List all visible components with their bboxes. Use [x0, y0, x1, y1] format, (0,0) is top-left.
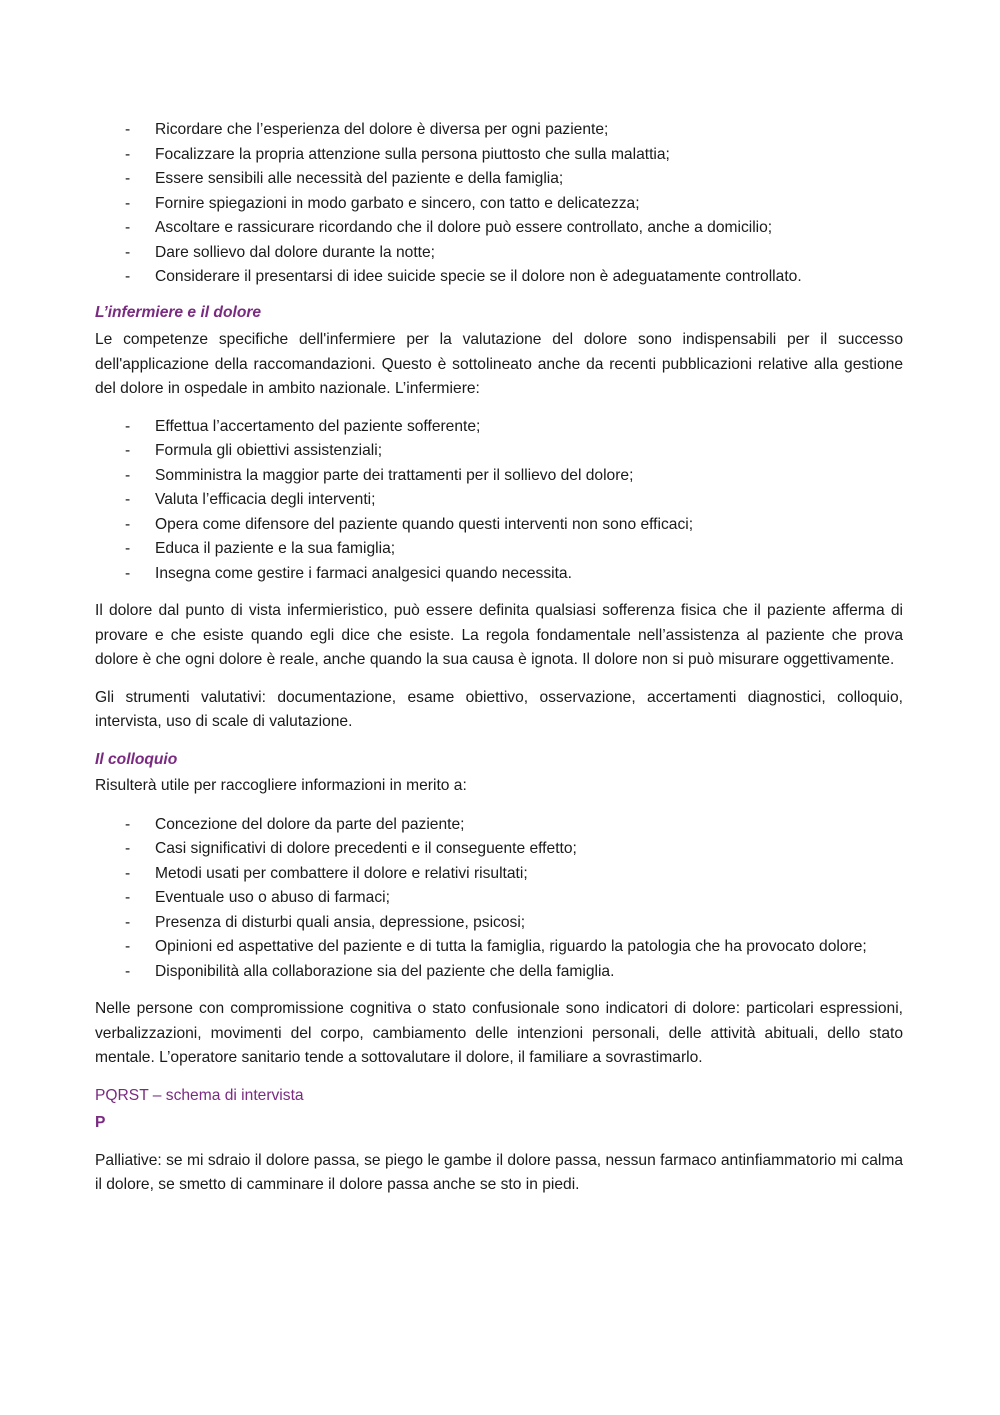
body-paragraph: Nelle persone con compromissione cognitiva o stato confusionale sono indicatori di dolore: particolari espressioni, verbalizzazioni, movimenti del corpo, cambiamento delle intenzioni personali, delle attività abituali, dello stato mentale. L’operatore sanitario tende a sottovalutare il dolore, il familiare a sovrastimarlo. [95, 1000, 903, 1066]
list-item: - Disponibilità alla collaborazione sia del paziente che della famiglia. [95, 960, 903, 985]
list-dash: - [125, 913, 131, 931]
list-dash: - [125, 815, 131, 833]
list-dash: - [125, 442, 131, 459]
list-item: - Effettua l’accertamento del paziente sofferente; [95, 415, 903, 440]
list-dash: - [125, 466, 131, 484]
list-dash: - [125, 243, 131, 261]
list-item: - Casi significativi di dolore precedenti e il conseguente effetto; [95, 837, 903, 862]
list-item: - Somministra la maggior parte dei trattamenti per il sollievo del dolore; [95, 464, 903, 489]
list-item: - Considerare il presentarsi di idee suicide specie se il dolore non è adeguatamente controllato. [95, 265, 903, 290]
list-item: - Eventuale uso o abuso di farmaci; [95, 886, 903, 911]
list-item: - Fornire spiegazioni in modo garbato e sincero, con tatto e delicatezza; [95, 192, 903, 217]
section-heading-infermiere: L’infermiere e il dolore [95, 303, 262, 321]
list-dash: - [125, 194, 131, 212]
list-dash: - [125, 170, 131, 187]
body-paragraph: Il dolore dal punto di vista infermieristico, può essere definita qualsiasi sofferenza fisica che il paziente afferma di provare e che esiste quando egli dice che esiste. La regola fondamentale nell’assistenza al paziente che prova dolore è che ogni dolore è reale, anche quando la sua causa è ignota. Il dolore non si può misurare oggettivamente. [95, 602, 903, 668]
list-item: - Ascoltare e rassicurare ricordando che il dolore può essere controllato, anche a domicilio; [95, 216, 903, 241]
list-item: - Concezione del dolore da parte del paziente; [95, 813, 903, 838]
list-item: - Valuta l’efficacia degli interventi; [95, 488, 903, 513]
list-dash: - [125, 219, 131, 236]
list-dash: - [125, 938, 131, 955]
list-dash: - [125, 564, 131, 582]
list-item: - Opera come difensore del paziente quando questi interventi non sono efficaci; [95, 513, 903, 538]
interview-topics-list [95, 813, 903, 985]
list-dash: - [125, 121, 131, 138]
document-page [95, 118, 903, 1198]
nurse-tasks-list [95, 415, 903, 587]
list-dash: - [125, 962, 131, 980]
list-item: - Opinioni ed aspettative del paziente e di tutta la famiglia, riguardo la patologia che ha provocato dolore; [95, 935, 903, 960]
list-dash: - [125, 889, 131, 906]
body-paragraph: Palliative: se mi sdraio il dolore passa, se piego le gambe il dolore passa, nessun farmaco antinfiammatorio mi calma il dolore, se smetto di camminare il dolore passa anche se sto in piedi. [95, 1151, 903, 1193]
list-dash: - [125, 417, 131, 435]
body-paragraph: Gli strumenti valutativi: documentazione, esame obiettivo, osservazione, accertamenti diagnostici, colloquio, intervista, uso di scale di valutazione. [95, 688, 903, 730]
section-heading-colloquio: Il colloquio [95, 750, 178, 768]
care-guidelines-list [95, 118, 903, 290]
list-dash: - [125, 491, 131, 508]
list-dash: - [125, 864, 131, 882]
section-heading-pqrst: PQRST – schema di intervista [95, 1086, 304, 1104]
list-item: - Presenza di disturbi quali ansia, depressione, psicosi; [95, 911, 903, 936]
list-dash: - [125, 540, 131, 557]
section-intro-paragraph: Risulterà utile per raccogliere informazioni in merito a: [95, 777, 467, 794]
list-item: - Educa il paziente e la sua famiglia; [95, 537, 903, 562]
list-item: - Focalizzare la propria attenzione sulla persona piuttosto che sulla malattia; [95, 143, 903, 168]
list-item: - Ricordare che l’esperienza del dolore è diversa per ogni paziente; [95, 118, 903, 143]
list-dash: - [125, 840, 131, 857]
list-item: - Dare sollievo dal dolore durante la notte; [95, 241, 903, 266]
list-item: - Insegna come gestire i farmaci analgesici quando necessita. [95, 562, 903, 587]
list-dash: - [125, 268, 131, 285]
list-item: - Metodi usati per combattere il dolore e relativi risultati; [95, 862, 903, 887]
section-intro-paragraph: Le competenze specifiche dell'infermiere per la valutazione del dolore sono indispensabili per il successo dell'applicazione della raccomandazioni. Questo è sottolineato anche da recenti pubblicazioni relative alla gestione del dolore in ospedale in ambito nazionale. L’infermiere: [95, 331, 903, 397]
list-item: - Essere sensibili alle necessità del paziente e della famiglia; [95, 167, 903, 192]
list-item: - Formula gli obiettivi assistenziali; [95, 439, 903, 464]
pqrst-letter-heading: P [95, 1114, 106, 1131]
list-dash: - [125, 145, 131, 163]
list-dash: - [125, 515, 131, 533]
